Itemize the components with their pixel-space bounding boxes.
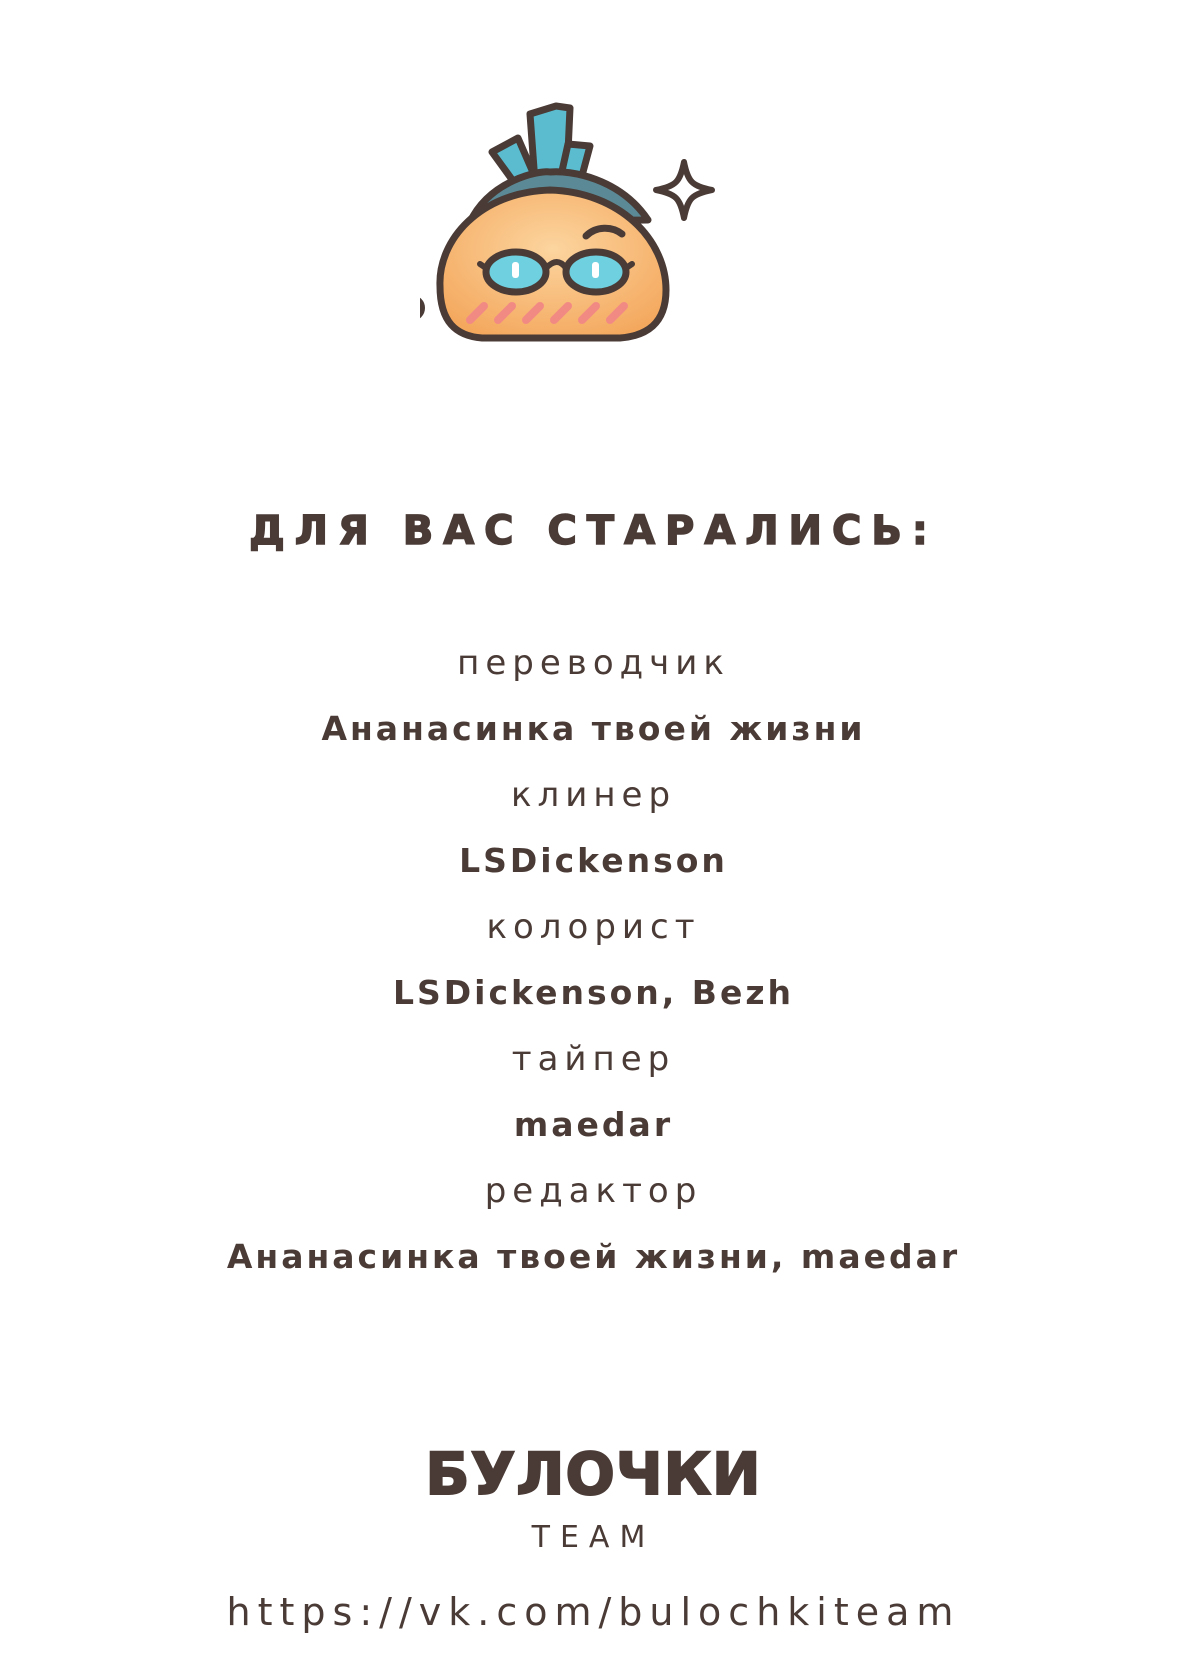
credit-role: клинер — [510, 775, 677, 815]
credit-people: Ананасинка твоей жизни — [321, 709, 866, 748]
team-link[interactable]: https://vk.com/bulochkiteam — [226, 1590, 961, 1634]
credit-role: тайпер — [511, 1039, 676, 1079]
credit-people: LSDickenson, Bezh — [392, 973, 795, 1012]
credit-role: переводчик — [457, 643, 730, 683]
team-subtitle: TEAM — [531, 1520, 656, 1555]
credit-role: колорист — [486, 907, 701, 947]
page-title: ДЛЯ ВАС СТАРАЛИСЬ: — [249, 508, 938, 554]
credit-people: LSDickenson — [459, 841, 728, 880]
credit-people: maedar — [513, 1105, 674, 1144]
bun-mascot-icon — [420, 100, 780, 380]
credit-role: редактор — [484, 1171, 703, 1211]
credits-list — [0, 630, 1187, 1290]
credit-people: Ананасинка твоей жизни, maedar — [226, 1237, 961, 1276]
team-name: БУЛОЧКИ — [425, 1440, 762, 1508]
